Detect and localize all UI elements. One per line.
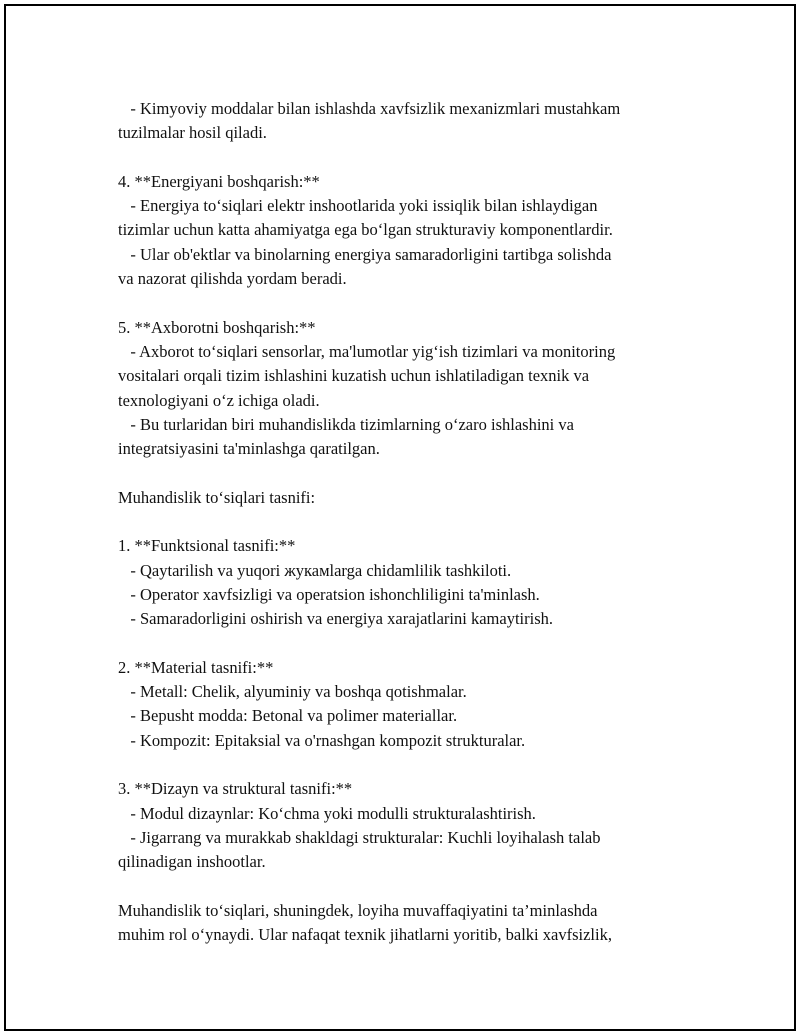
blank-line [118, 291, 698, 315]
text-line: qilinadigan inshootlar. [118, 852, 266, 872]
document-body [118, 97, 698, 947]
text-line: - Modul dizaynlar: Ko‘chma yoki modulli strukturalashtirish. [118, 803, 536, 823]
text-line: Muhandislik to‘siqlari tasnifi: [118, 487, 316, 507]
text-line: - Bu turlaridan biri muhandislikda tizimlarning o‘zaro ishlashini va [118, 414, 574, 434]
blank-line [118, 146, 698, 170]
text-line: - Kimyoviy moddalar bilan ishlashda xavfsizlik mexanizmlari mustahkam [118, 99, 621, 118]
text-line: - Ular ob'ektlar va binolarning energiya samaradorligini tartibga solishda [118, 244, 612, 264]
blank-line [118, 510, 698, 534]
blank-line [118, 632, 698, 656]
text-line: integratsiyasini ta'minlashga qaratilgan. [118, 439, 380, 459]
text-line: - Qaytarilish va yuqori жукамlarga chidamlilik tashkiloti. [118, 560, 512, 580]
text-line: texnologiyani o‘z ichiga oladi. [118, 390, 320, 410]
text-line: 3. **Dizayn va struktural tasnifi:** [118, 779, 353, 799]
text-line: - Jigarrang va murakkab shakldagi strukturalar: Kuchli loyihalash talab [118, 827, 601, 847]
document-page [4, 4, 796, 1031]
text-line: - Axborot to‘siqlari sensorlar, ma'lumotlar yig‘ish tizimlari va monitoring [118, 341, 616, 361]
text-line: tuzilmalar hosil qiladi. [118, 123, 267, 143]
text-line: Muhandislik to‘siqlari, shuningdek, loyiha muvaffaqiyatini ta’minlashda [118, 900, 598, 920]
text-line: tizimlar uchun katta ahamiyatga ega bo‘lgan strukturaviy komponentlardir. [118, 220, 613, 240]
blank-line [118, 875, 698, 899]
text-line: - Metall: Chelik, alyuminiy va boshqa qotishmalar. [118, 682, 467, 702]
text-line: - Samaradorligini oshirish va energiya xarajatlarini kamaytirish. [118, 609, 553, 629]
text-line: - Kompozit: Epitaksial va o'rnashgan kompozit strukturalar. [118, 730, 526, 750]
text-line: 2. **Material tasnifi:** [118, 657, 274, 677]
text-line: - Bepusht modda: Betonal va polimer materiallar. [118, 706, 458, 726]
text-line: - Operator xavfsizligi va operatsion ishonchliligini ta'minlash. [118, 584, 540, 604]
blank-line [118, 753, 698, 777]
text-line: 5. **Axborotni boshqarish:** [118, 317, 316, 337]
blank-line [118, 461, 698, 485]
text-line: 4. **Energiyani boshqarish:** [118, 171, 320, 191]
text-line: - Energiya to‘siqlari elektr inshootlarida yoki issiqlik bilan ishlaydigan [118, 196, 598, 216]
text-line: vositalari orqali tizim ishlashini kuzatish uchun ishlatiladigan texnik va [118, 366, 590, 386]
text-line: va nazorat qilishda yordam beradi. [118, 269, 347, 289]
text-line: muhim rol o‘ynaydi. Ular nafaqat texnik jihatlarni yoritib, balki xavfsizlik, [118, 925, 612, 945]
text-line: 1. **Funktsional tasnifi:** [118, 536, 296, 556]
